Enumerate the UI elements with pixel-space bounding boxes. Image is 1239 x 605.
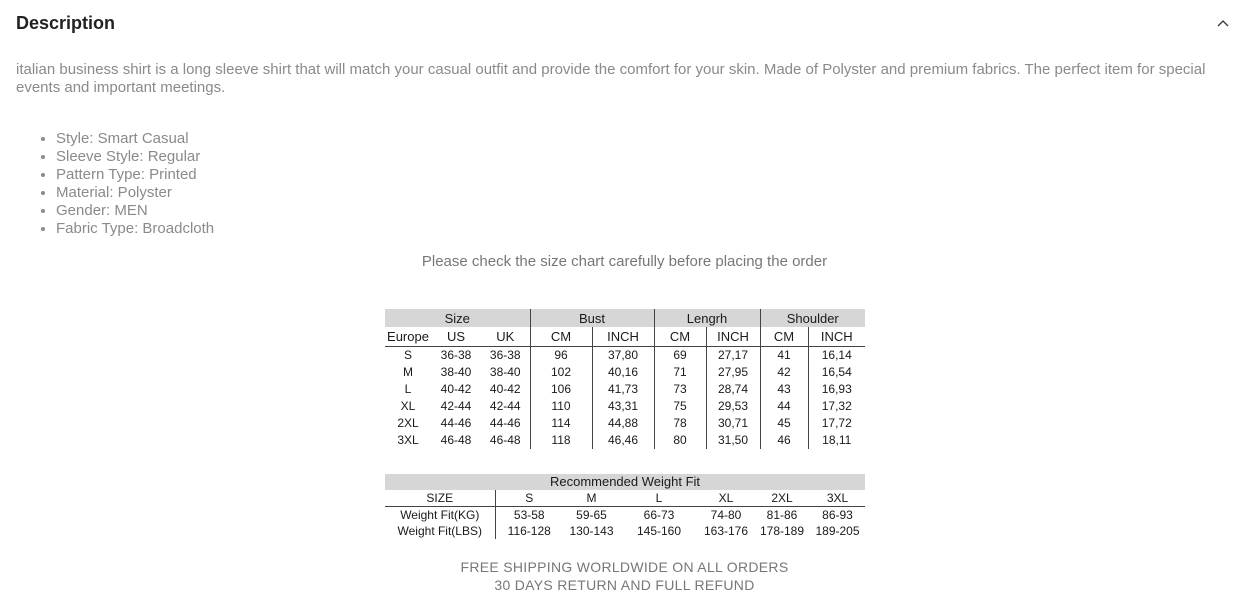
- table-cell: 2XL: [754, 490, 810, 507]
- table-cell: 36-38: [489, 348, 521, 362]
- refund-line: 30 DAYS RETURN AND FULL REFUND: [494, 577, 755, 593]
- group-shoulder: Shoulder: [760, 309, 865, 327]
- table-row: [385, 415, 865, 432]
- size-chart-table: [385, 309, 865, 449]
- table-cell: 40,16: [592, 364, 654, 381]
- group-size: Size: [385, 309, 530, 327]
- table-cell: 86-93: [822, 508, 853, 522]
- table-cell: 116-128: [507, 524, 551, 538]
- table-cell: 110: [530, 398, 592, 415]
- table-cell: 46: [760, 432, 808, 449]
- table-cell: 46,46: [592, 432, 654, 449]
- table-cell: 130-143: [569, 524, 614, 538]
- table-cell: M: [563, 490, 620, 507]
- table-cell: 80: [654, 432, 706, 449]
- spec-list: [16, 130, 214, 238]
- table-row: [385, 364, 865, 381]
- col-length-cm: CM: [654, 327, 706, 347]
- col-length-inch: INCH: [706, 327, 760, 347]
- table-cell: 16,93: [808, 381, 865, 398]
- table-cell: 17,72: [808, 415, 865, 432]
- table-cell: 38-40: [489, 365, 521, 379]
- table-cell: 71: [654, 364, 706, 381]
- table-cell: 44,88: [592, 415, 654, 432]
- table-cell: L: [620, 490, 698, 507]
- table-cell: 37,80: [592, 347, 654, 365]
- table-cell: 43,31: [592, 398, 654, 415]
- size-chart-notice: Please check the size chart carefully before placing the order: [421, 253, 828, 270]
- weight-fit-title: Recommended Weight Fit: [385, 474, 865, 490]
- group-bust: Bust: [530, 309, 654, 327]
- table-cell: 42: [760, 364, 808, 381]
- spec-item: • Pattern Type: Printed: [56, 166, 214, 184]
- table-cell: 3XL: [810, 490, 865, 507]
- table-cell: 3XL: [397, 433, 419, 447]
- table-cell: 46-48: [440, 433, 472, 447]
- table-cell: 145-160: [636, 524, 682, 538]
- table-cell: 16,14: [808, 347, 865, 365]
- size-column-header: [385, 327, 865, 347]
- table-cell: 31,50: [706, 432, 760, 449]
- table-cell: 42-44: [440, 399, 472, 413]
- table-cell: 74-80: [710, 508, 742, 522]
- table-cell: 16,54: [808, 364, 865, 381]
- table-cell: SIZE: [385, 490, 495, 507]
- table-cell: 69: [654, 347, 706, 365]
- spec-item: • Sleeve Style: Regular: [56, 148, 214, 166]
- table-cell: 59-65: [576, 508, 607, 522]
- table-cell: Weight Fit(LBS): [385, 523, 495, 539]
- table-cell: 118: [530, 432, 592, 449]
- table-cell: 75: [654, 398, 706, 415]
- table-cell: 106: [530, 381, 592, 398]
- col-uk: UK: [481, 327, 530, 347]
- table-cell: 28,74: [706, 381, 760, 398]
- table-row: [385, 347, 865, 365]
- table-cell: 30,71: [706, 415, 760, 432]
- table-cell: XL: [698, 490, 754, 507]
- table-cell: M: [403, 365, 413, 379]
- chevron-up-icon[interactable]: [1212, 12, 1234, 34]
- table-row: [385, 523, 865, 539]
- table-cell: XL: [400, 399, 416, 413]
- shipping-line: FREE SHIPPING WORLDWIDE ON ALL ORDERS: [460, 559, 789, 575]
- table-cell: 163-176: [703, 524, 749, 538]
- shipping-info: [0, 558, 1239, 594]
- table-cell: 42-44: [489, 399, 521, 413]
- table-cell: S: [403, 348, 412, 362]
- table-cell: 36-38: [440, 348, 472, 362]
- weight-fit-header: [385, 490, 865, 507]
- table-cell: 41: [760, 347, 808, 365]
- table-cell: 44-46: [489, 416, 521, 430]
- spec-item: • Gender: MEN: [56, 202, 214, 220]
- weight-fit-table: [385, 474, 865, 539]
- table-cell: 40-42: [440, 382, 472, 396]
- table-cell: 29,53: [706, 398, 760, 415]
- table-cell: Weight Fit(KG): [385, 507, 495, 524]
- table-cell: 81-86: [766, 508, 798, 522]
- col-shoulder-inch: INCH: [808, 327, 865, 347]
- description-header[interactable]: [16, 0, 1234, 46]
- table-cell: 18,11: [808, 432, 865, 449]
- col-bust-cm: CM: [530, 327, 592, 347]
- section-title: Description: [16, 12, 116, 33]
- table-cell: 189-205: [815, 524, 860, 538]
- table-cell: 40-42: [489, 382, 521, 396]
- table-cell: 44: [760, 398, 808, 415]
- table-row: [385, 398, 865, 415]
- table-cell: 53-58: [513, 508, 545, 522]
- table-cell: 38-40: [440, 365, 472, 379]
- table-row: [385, 381, 865, 398]
- table-cell: 114: [530, 415, 592, 432]
- table-cell: 41,73: [592, 381, 654, 398]
- table-cell: 2XL: [397, 416, 419, 430]
- table-cell: L: [404, 382, 412, 396]
- table-cell: 46-48: [489, 433, 521, 447]
- table-row: [385, 432, 865, 449]
- col-bust-inch: INCH: [592, 327, 654, 347]
- col-europe: Europe: [385, 327, 431, 347]
- spec-item: • Material: Polyster: [56, 184, 214, 202]
- spec-item: • Fabric Type: Broadcloth: [56, 220, 214, 238]
- table-cell: 44-46: [440, 416, 472, 430]
- table-cell: 78: [654, 415, 706, 432]
- group-length: Lengrh: [654, 309, 760, 327]
- table-cell: 96: [530, 347, 592, 365]
- col-shoulder-cm: CM: [760, 327, 808, 347]
- spec-item: • Style: Smart Casual: [56, 130, 214, 148]
- table-cell: 43: [760, 381, 808, 398]
- table-cell: 178-189: [759, 524, 805, 538]
- table-cell: 73: [654, 381, 706, 398]
- table-cell: 102: [530, 364, 592, 381]
- table-cell: 27,17: [706, 347, 760, 365]
- col-us: US: [431, 327, 481, 347]
- table-cell: 45: [760, 415, 808, 432]
- table-row: [385, 507, 865, 524]
- size-chart: [385, 309, 865, 449]
- table-cell: 66-73: [643, 508, 675, 522]
- product-description: italian business shirt is a long sleeve shirt that will match your casual outfit and provide the comfort for your skin. Made of Polyster and premium fabrics. The perfect item for special events and important meetings.: [16, 61, 1206, 96]
- weight-fit-title-row: [385, 474, 865, 490]
- size-group-header: [385, 309, 865, 327]
- table-cell: 27,95: [706, 364, 760, 381]
- table-cell: S: [495, 490, 563, 507]
- table-cell: 17,32: [808, 398, 865, 415]
